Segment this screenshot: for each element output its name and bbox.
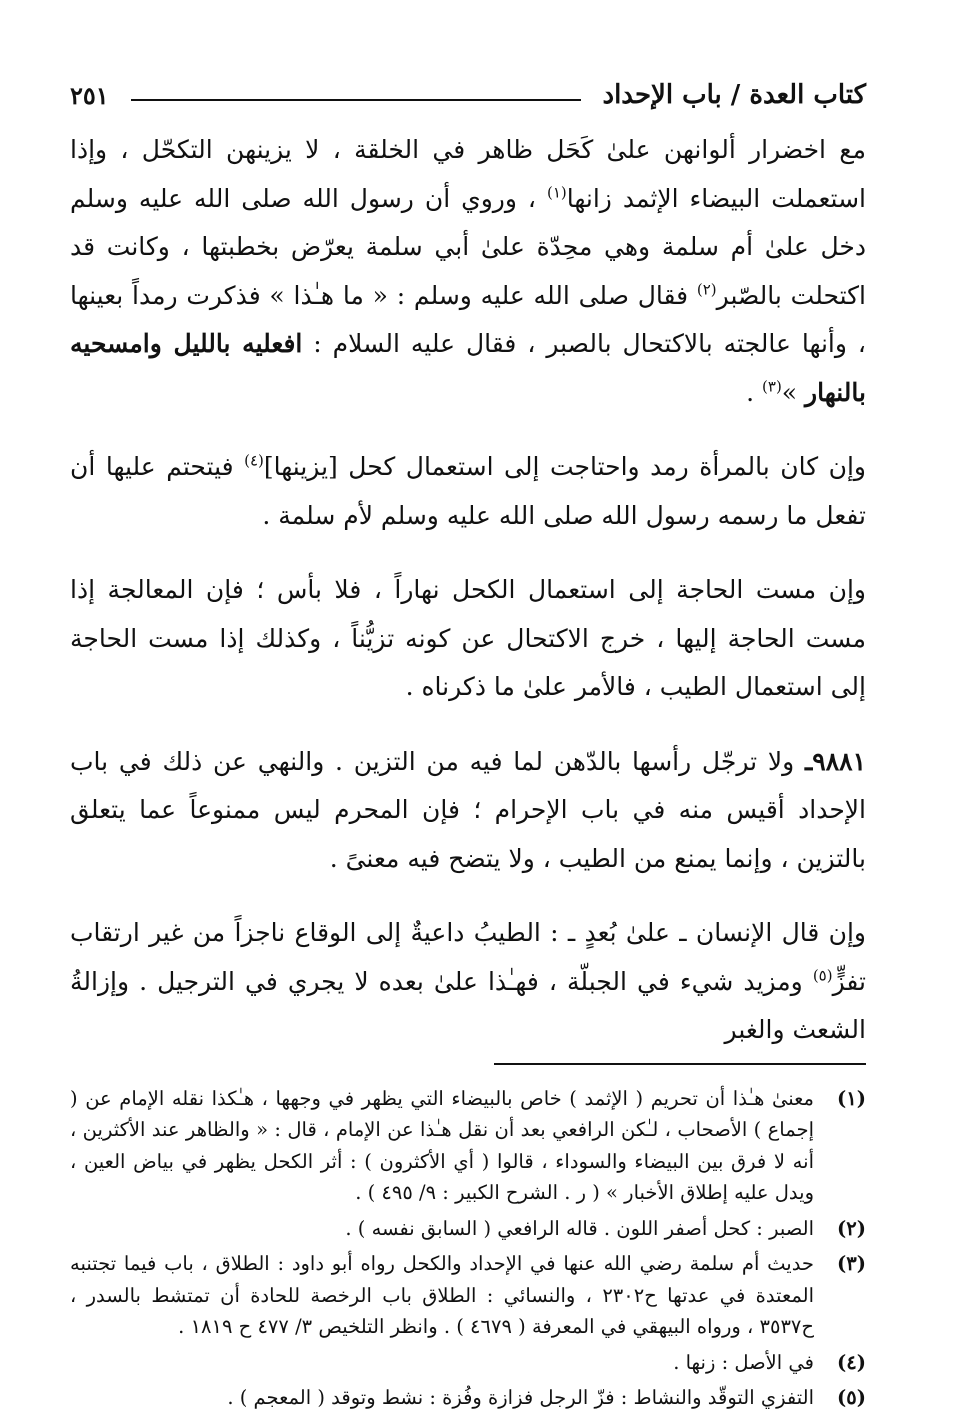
paragraph-1 [70,126,866,417]
paragraph-text: فيتحتم عليها أن تفعل ما رسمه رسول الله صلى الله عليه وسلم لأم سلمة . [70,452,866,530]
hadith-quote: افعليه بالليل وامسحيه بالنهار [70,329,866,407]
main-text [70,126,866,1055]
paragraph-4 [70,738,866,884]
footnote-text: في الأصل : زنها . [673,1350,814,1374]
paragraph-text: ومزيد شيء في الجبلّة ، فهـٰذا علىٰ بعده لا يجري في الترجيل . وإزالةُ الشعث والغبر [70,966,866,1044]
header-rule [131,99,581,101]
footnote-text: معنىٰ هـٰذا أن تحريم ( الإثمد ) خاص بالبيضاء التي يظهر في وجهها ، هـٰكذا نقله الإمام عن ( إجماع ) الأصحاب ، لـٰكن الرافعي بعد أن نقل هـٰذا عن الإمام ، قال : « والظاهر عند الأكثرين ، أنه لا فرق بين البيضاء والسوداء ، قالوا ( أي الأكثرون ) : أثر الكحل يظهر في بياض العين ، ويدل عليه إطلاق الأخبار » ( ر . الشرح الكبير : ٩/ ٤٩٥ ) . [70,1086,814,1204]
footnote-text: التفزي التوقّد والنشاط : فزّ الرجل فزازة وفُزة : نشط وتوقد ( المعجم ) . [227,1386,814,1409]
footnote-ref-3: (٣) [762,377,782,396]
paragraph-3 [70,566,866,712]
footnote-ref-2: (٢) [696,280,717,299]
paragraph-text: وإن كان بالمرأة رمد واحتاجت إلى استعمال كحل [يزينها] [263,452,867,481]
paragraph-text: . [746,377,763,407]
page-number: ٢٥١ [70,80,109,110]
paragraph-text: فقال صلى الله عليه وسلم : « ما هـٰذا » فذكرت رمداً بعينها ، وأنها عالجته بالاكتحال بالصبر ، فقال عليه السلام : [70,280,866,358]
paragraph-text: وإن مست الحاجة إلى استعمال الكحل نهاراً ، فلا بأس ؛ فإن المعالجة إذا مست الحاجة إليها ، خرج الاكتحال عن كونه تزيُّناً ، وكذلك إذا مست الحاجة إلى استعمال الطيب ، فالأمر علىٰ ما ذكرناه . [70,575,866,701]
footnote-ref-1: (١) [546,183,567,202]
footnote-text: حديث أم سلمة رضي الله عنها في الإحداد والكحل رواه أبو داود : الطلاق ، باب فيما تجتنبه المعتدة في عدتها ح٢٣٠٢ ، والنسائي : الطلاق باب الرخصة للحادة أن تمتشط بالسدر ، ح٣٥٣٧ ، ورواه البيهقي في المعرفة ( ٤٦٧٩ ) . وانظر التلخيص ٣/ ٤٧٧ ح ١٨١٩ . [70,1252,814,1338]
section-number: ٩٨٨١ـ [804,746,866,776]
footnote-1 [70,1083,866,1209]
footnote-number: (٥) [837,1386,866,1409]
footnote-ref-5: (٥) [812,966,833,985]
paragraph-text: ولا ترجّل رأسها بالدّهن لما فيه من التزين . والنهي عن ذلك في باب الإحداد أقيس منه في باب الإحرام ؛ فإن المحرم ليس ممنوعاً عما يتعلق بالتزين ، وإنما يمنع من الطيب ، ولا يتضح فيه معنىً . [70,746,866,873]
footnote-number: (٤) [837,1350,866,1374]
paragraph-5 [70,909,866,1055]
chapter-title: كتاب العدة / باب الإحداد [602,80,866,110]
footnote-number: (٢) [837,1216,866,1240]
paragraph-text: مع اخضرار ألوانهن علىٰ كَحَل ظاهر في الخلقة ، لا يزينهن التكحّل ، وإذا استعملت البيضاء الإثمد زانها [70,135,866,213]
footnote-ref-4: (٤) [244,451,264,470]
footnote-number: (٣) [837,1252,866,1275]
footnote-text: الصبر : كحل أصفر اللون . قاله الرافعي ( السابق نفسه ) . [345,1216,814,1240]
footnote-4 [70,1347,866,1379]
footnote-2 [70,1213,866,1245]
paragraph-text: ، وروي أن رسول الله صلى الله عليه وسلم دخل علىٰ أم سلمة وهي محِدّة علىٰ أبي سلمة يعرّض بخطبتها ، وكانت قد اكتحلت بالصّبر [70,183,867,310]
footnote-number: (١) [837,1086,866,1110]
footnotes [70,1083,866,1414]
paragraph-2 [70,443,866,540]
running-head [70,70,866,120]
paragraph-text: وإن قال الإنسان ـ علىٰ بُعدٍ ـ : الطيبُ داعيةٌ إلى الوقاع ناجزاً من غير ارتقاب تفزٍّ [70,918,866,996]
footnote-separator [494,1063,866,1065]
footnote-5 [70,1382,866,1414]
footnote-3 [70,1248,866,1343]
paragraph-text: » [781,377,806,407]
book-page [70,70,867,1409]
